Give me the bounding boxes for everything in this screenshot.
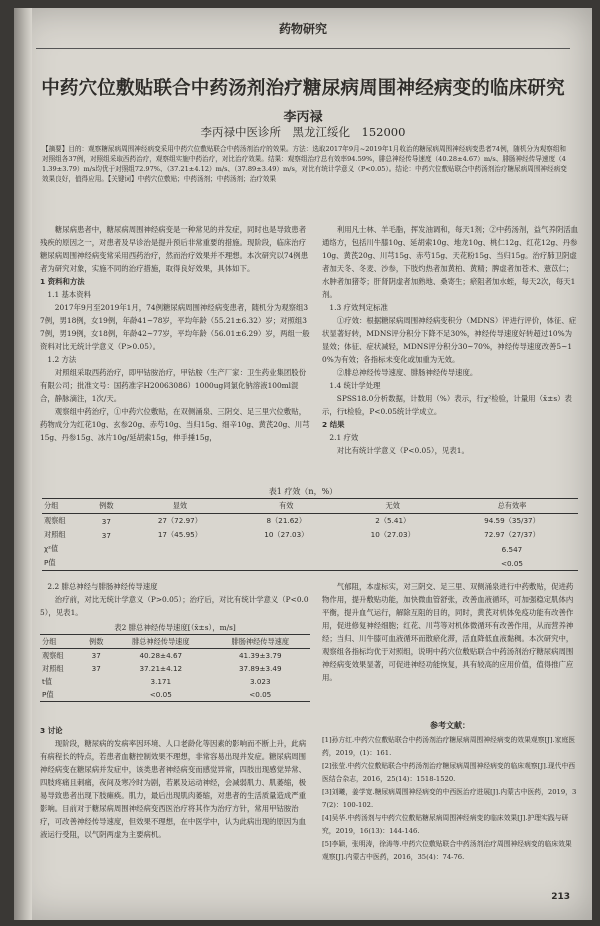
table-header-cell: 分组: [42, 636, 57, 646]
heading-results: 2 结果: [322, 420, 345, 429]
table-cell: [233, 556, 339, 571]
table-cell: [233, 542, 339, 556]
statistics-paragraph: SPSS18.0分析数据，计数用（%）表示，行χ²检验，计量用（x̄±s）表示，行t检验，P<0.05统计学成立。: [322, 394, 572, 416]
table-header-row: [42, 499, 578, 514]
table-header-cell: 有效: [279, 501, 294, 510]
table-cell: 对照组: [44, 530, 66, 539]
heading-materials-methods: 1 资料和方法: [40, 277, 85, 286]
reference-item: [2]张莹.中药穴位敷贴联合中药汤剂治疗糖尿病周围神经病变的临床观察[J].现代中西医结合杂志，2016，25(14)：1518-1520.: [322, 762, 576, 783]
table-cell: <0.05: [249, 690, 272, 699]
heading-discussion: 3 讨论: [40, 726, 63, 735]
section-header: 药物研究: [278, 22, 327, 36]
table-cell: 37: [91, 651, 101, 660]
table-cell: 94.59（35/37）: [484, 516, 540, 525]
table-cell: 37: [91, 664, 101, 673]
column-right-upper: [322, 223, 578, 483]
table-row: [42, 542, 578, 556]
table-cell: 41.39±3.79: [238, 651, 282, 660]
table-row: [40, 649, 310, 663]
method-control-paragraph: 对照组采取西药治疗，即甲钴胺治疗，甲钴胺（生产厂家：卫生药业集团股份有限公司；批准文号：国药准字H20063086）1000ug同氯化钠溶液100ml混合，静脉滴注，1次/天。: [40, 368, 307, 403]
table-header-row: [40, 635, 310, 649]
abstract: 【摘要】目的：观察糖尿病周围神经病变采用中药穴位敷贴联合中药汤剂治疗的效果。方法：选取2017年9月~2019年1月收治的糖尿病周围神经病变患者74例，随机分为观察组和对照组各37例，对照组采取西药治疗，观察组实施中药治疗，对比治疗效果。结果：观察组治疗总有效率94.59%，腓总神经传导速度（40.28±4.67）m/s、腓肠神经传导速度（41.39±3.79）m/s均优于对照组72.97%、（37.21±4.12）m/s、（37.89±3.49）m/s，对比有统计学意义（P<0.05）。结论：中药穴位敷贴联合中药汤剂治疗糖尿病周围神经病变效果良好，值得应用。【关键词】中药穴位敷贴；中药汤剂；中药汤剂；治疗效果: [42, 145, 567, 183]
table-header-cell: 分组: [44, 501, 59, 510]
column-left-lower: [40, 580, 310, 619]
table1-efficacy: [42, 498, 578, 571]
table-cell: t值: [42, 676, 53, 686]
reference-item: [4]吴华.中药汤剂与中药穴位敷贴糖尿病周围神经病变的临床效果[J].护理实践与研究，2019，16(13)：144-146.: [322, 814, 569, 835]
references-heading: 参考文献：: [430, 721, 470, 730]
table-cell: 37: [101, 516, 111, 526]
table-cell: 8（21.62）: [266, 516, 307, 525]
table-cell: 2（5.41）: [375, 516, 411, 525]
table-row: [40, 688, 310, 702]
table-cell: 观察组: [44, 516, 66, 525]
table-row: [42, 528, 578, 542]
heading-basic-info: 1.1 基本资料: [47, 290, 92, 299]
table-header-cell: 腓总神经传导速度: [132, 636, 190, 646]
table-cell: P值: [44, 558, 56, 567]
table-cell: 观察组: [42, 650, 64, 660]
table-header-cell: 例数: [89, 636, 104, 646]
table-row: [40, 662, 310, 675]
table-cell: 10（27.03）: [370, 530, 415, 539]
table-cell: 6.547: [501, 544, 523, 554]
reference-item: [5]李颖，张明涛，徐涛等.中药穴位敷贴联合中药汤剂治疗周围神经病变的临床效果观察[J].内蒙古中医药，2016，35(4)：74-76.: [322, 840, 572, 861]
table-cell: 72.97（27/37）: [484, 530, 540, 539]
table-cell: 37: [101, 530, 111, 540]
table-cell: 40.28±4.67: [139, 651, 183, 660]
table-cell: 27（72.97）: [157, 516, 202, 525]
table-cell: [81, 688, 111, 702]
table-cell: P值: [42, 689, 54, 699]
heading-criteria: 1.3 疗效判定标准: [329, 303, 388, 312]
paper-title: 中药穴位敷贴联合中药汤剂治疗糖尿病周围神经病变的临床研究: [41, 78, 565, 99]
heading-nerve-velocity: 2.2 腓总神经与腓肠神经传导速度: [47, 582, 158, 591]
author-name: 李丙禄: [283, 110, 323, 125]
table-header-cell: 腓肠神经传导速度: [231, 636, 290, 646]
reference-item: [1]孙方红.中药穴位敷贴联合中药汤剂治疗糖尿病周围神经病变的效果观察[J].家庭医药，2019，(1)：161.: [322, 736, 576, 757]
table-cell: 17（45.95）: [157, 530, 202, 539]
reference-item: [3]刘曦，姜学宽.糖尿病周围神经病变的中西医治疗进展[J].内蒙古中医药，2019，37(2)：100-102.: [322, 788, 577, 809]
journal-page: [14, 8, 592, 920]
table-row: [42, 556, 578, 571]
table-cell: [86, 542, 127, 556]
discussion-paragraph: 现阶段，糖尿病的发病率因环境、人口老龄化等因素的影响而不断上升，此病有病程长的特点，若患者血糖控制效果不理想，非常容易出现并发症。糖尿病周围神经病变在糖尿病并发症中，该类患者神经病变而感觉异常，四肢出现感觉异常、四肢疼痛且刺痛，夜间及寒冷时为剧，若累及运动神经，会减弱肌力、肌萎缩，极易导致患者出现下肢瘫痪。肌力，最后出现肌肉萎缩，对患者的生活质量造成严重影响。目前对于糖尿病周围神经病变西医治疗将其作为治疗方针，常用甲钴胺治疗，可改善神经传导速度，但效果不理想，在中医学中，认为此病出现的原因为血液运行受阻，以气阴两虚为主要病机。: [40, 739, 307, 839]
table-cell: 37.21±4.12: [139, 664, 183, 673]
intro-paragraph: 糖尿病患者中，糖尿病周围神经病变是一种常见的并发症，同时也是导致患者残疾的原因之一，对患者及早诊治是提升预后非常重要的措施。现阶段，临床治疗糖尿病周围神经病变常采用西药治疗，然而治疗效果并不理想。本次研究以74例患者为研究对象，实施不同的治疗措施，取得良好效果，具体如下。: [40, 225, 309, 273]
author-affiliation: 李丙禄中医诊所 黑龙江绥化 152000: [200, 125, 406, 139]
criteria-paragraph-1: ①疗效：根据糖尿病周围神经病变积分（MDNS）评进行评价，体征、症状显著好转，MDNS评分积分下降不足30%，神经传导速度好转超过10%为显效；体征、症状减轻，MDNS评分积分30~70%，神经传导速度改善5~10%为有效；各指标未变化或加重为无效。: [322, 316, 577, 364]
header-rule: [36, 48, 570, 49]
table-header-cell: 显效: [172, 501, 188, 510]
references-list: [322, 734, 578, 864]
table-cell: [127, 556, 233, 571]
table-cell: 10（27.03）: [264, 530, 309, 539]
table-cell: 3.171: [150, 677, 172, 686]
column-left-upper: [40, 223, 310, 483]
table-header-cell: 例数: [99, 501, 114, 510]
heading-statistics: 1.4 统计学处理: [329, 381, 381, 390]
table-cell: [340, 556, 446, 571]
table-cell: [340, 542, 446, 556]
efficacy-paragraph: 对比有统计学意义（P<0.05），见表1。: [336, 446, 469, 455]
heading-efficacy: 2.1 疗效: [329, 433, 359, 442]
table-cell: 37.89±3.49: [238, 664, 282, 673]
table-cell: 3.023: [249, 677, 271, 686]
table-cell: χ²值: [44, 544, 59, 553]
discussion-continued-paragraph: 气郁阻，本虚标实，对三阴交、足三里、双侧涌泉进行中药敷贴，促进药物作用，提升敷贴功能，加快微血管舒张，改善血液循环，可加强稳定肌体内平衡，提升血气运行，解除互阻的目的，同时，黄芪对机体免疫功能有改善作用，促进修复神经细胞；红花、川芎等对机体微循环有改善作用，从而营养神经；当归、川牛膝可血液循环而散瘀化滞，活血降低血液黏稠。本次研究中，观察组各指标均优于对照组，说明中药穴位敷贴联合中药汤剂治疗糖尿病周围神经病变效果显著，可促进神经功能恢复，具有较高的应用价值，值得推广应用。: [322, 582, 574, 682]
method-continued-paragraph: 利用凡士林、羊毛脂，挥发油调和，每天1剂；②中药汤剂，益气养阴活血通络方，包括川牛膝10g、延胡索10g、地龙10g、桃仁12g、红花12g、丹参10g、黄芪20g、川芎15g、赤芍15g、天花粉15g、当归15g。治疗肺卫阴虚者加天冬、冬麦、沙参，下肢灼热者加黄柏、黄精；脾虚者加苍术、薏苡仁；水肿者加猪苓；肝肾阴虚者加熟地、桑寄生；瘀阻者加水蛭，每天2次，每天1剂。: [322, 225, 578, 299]
table-cell: <0.05: [149, 690, 172, 699]
basic-info-paragraph: 2017年9月至2019年1月，74例糖尿病周围神经病变患者，随机分为观察组37例，男18例，女19例，年龄41~78岁，平均年龄（55.21±6.32）岁；对照组37例，男19例，女18例，年龄42~77岁，平均年龄（56.01±6.29）岁，两组一般资料对比无统计学意义（P>0.05）。: [40, 303, 310, 351]
table-row: [40, 675, 310, 688]
table-cell: 对照组: [42, 663, 64, 673]
page-number: 213: [551, 892, 570, 902]
page-fold-shadow: [14, 8, 32, 920]
criteria-paragraph-2: ②腓总神经传导速度、腓肠神经传导速度。: [336, 368, 478, 377]
heading-methods: 1.2 方法: [47, 355, 77, 364]
table-header-cell: 总有效率: [497, 501, 527, 510]
column-right-discussion: [322, 580, 578, 720]
table2-caption: 表2 腓总神经传导速度[（x̄±s），m/s]: [114, 623, 236, 632]
table-header-cell: 无效: [385, 501, 400, 510]
column-left-discussion: [40, 724, 310, 904]
table-cell: <0.05: [500, 558, 523, 568]
table1-caption: 表1 疗效（n，%）: [268, 487, 338, 496]
method-observation-paragraph: 观察组中药治疗，①中药穴位敷贴，在双侧涌泉、三阴交、足三里穴位敷贴，药物成分为红花10g、玄参20g、赤芍10g、当归15g、细辛10g、黄芪20g、川芎15g、丹参15g、冰片10g/延胡索15g，伸手捶15g，: [40, 407, 310, 442]
table-cell: [81, 675, 111, 688]
table-row: [42, 514, 578, 529]
table-cell: [127, 542, 233, 556]
table2-nerve-velocity: [40, 634, 310, 702]
nerve-velocity-paragraph: 治疗前，对比无统计学意义（P>0.05）；治疗后，对比有统计学意义（P<0.05），见表1。: [40, 595, 309, 617]
table-cell: [86, 556, 127, 571]
